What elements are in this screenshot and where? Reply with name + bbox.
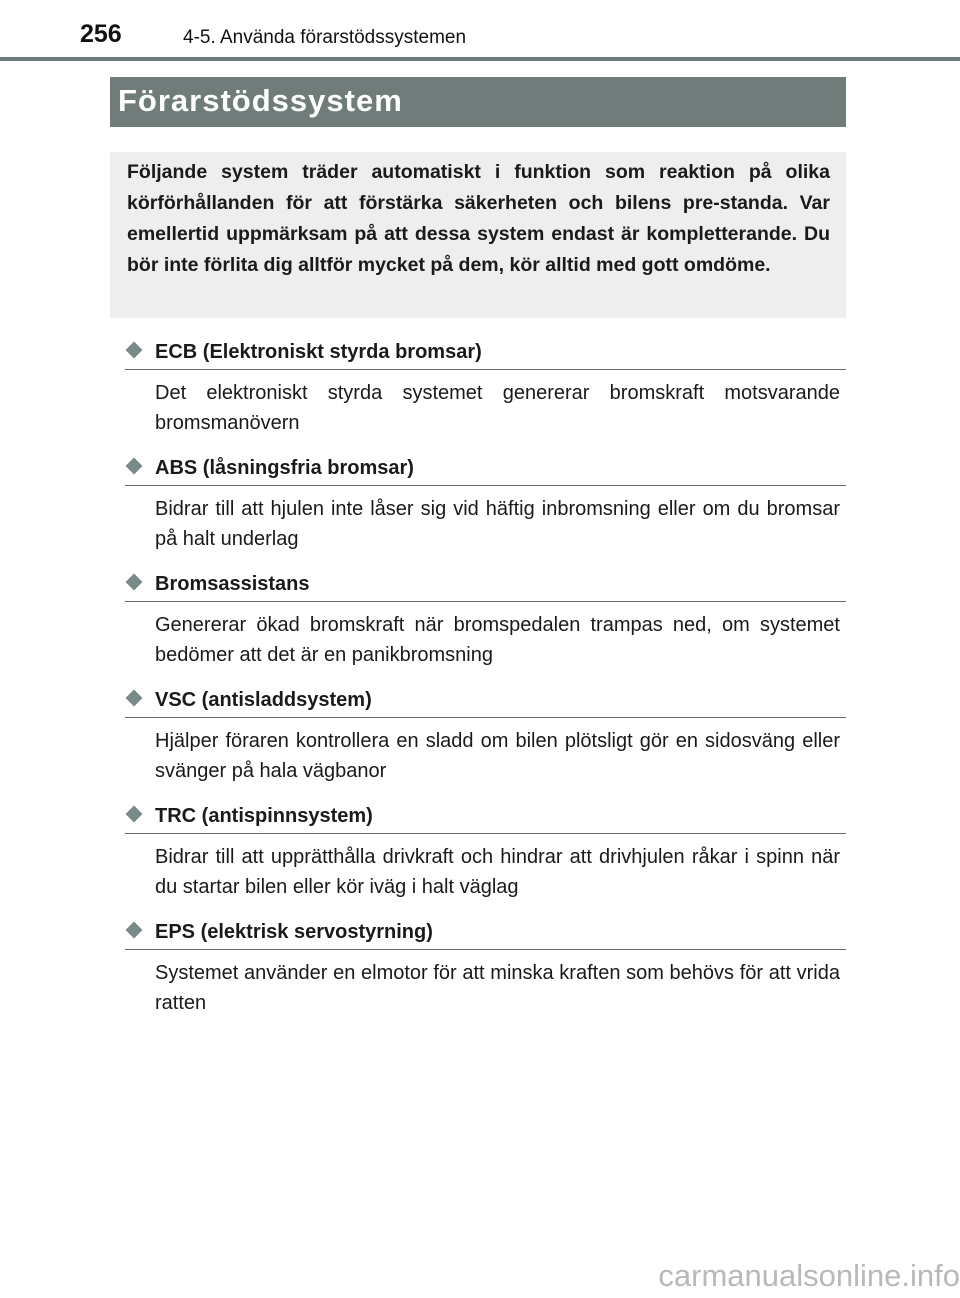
feature-heading-text: ABS (låsningsfria bromsar): [155, 457, 414, 479]
diamond-bullet-icon: [126, 342, 143, 359]
diamond-bullet-icon: [126, 458, 143, 475]
feature-vsc: [125, 686, 846, 786]
feature-eps: [125, 918, 846, 1018]
feature-heading-text: VSC (antisladdsystem): [155, 689, 372, 711]
feature-heading: [125, 338, 846, 370]
feature-heading-text: ECB (Elektroniskt styrda bromsar): [155, 341, 482, 363]
feature-heading: [125, 686, 846, 718]
diamond-bullet-icon: [126, 806, 143, 823]
feature-brake-assist: [125, 570, 846, 670]
feature-abs: [125, 454, 846, 554]
feature-heading-text: TRC (antispinnsystem): [155, 805, 373, 827]
watermark: carmanualsonline.info: [658, 1258, 960, 1293]
page-header: [0, 0, 960, 62]
feature-heading-text: Bromsassistans: [155, 573, 310, 595]
diamond-bullet-icon: [126, 922, 143, 939]
feature-description: Systemet använder en elmotor för att minska kraften som behövs för att vrida ratten: [155, 962, 840, 1014]
section-path: 4-5. Använda förarstödssystemen: [183, 27, 467, 48]
feature-description: Genererar ökad bromskraft när bromspedalen trampas ned, om systemet bedömer att det är en panikbromsning: [155, 614, 840, 666]
intro-box: [110, 152, 846, 318]
feature-heading: [125, 802, 846, 834]
feature-heading-text: EPS (elektrisk servostyrning): [155, 921, 433, 943]
diamond-bullet-icon: [126, 690, 143, 707]
header-rule: [0, 57, 960, 61]
feature-description: Bidrar till att hjulen inte låser sig vid häftig inbromsning eller om du bromsar på halt underlag: [155, 498, 840, 550]
feature-heading: [125, 918, 846, 950]
page-number: 256: [80, 20, 122, 48]
feature-heading: [125, 570, 846, 602]
page-title: Förarstödssystem: [110, 77, 846, 127]
feature-ecb: [125, 338, 846, 438]
feature-description: Hjälper föraren kontrollera en sladd om bilen plötsligt gör en sidosväng eller svänger på hala vägbanor: [155, 730, 840, 782]
intro-text: Följande system träder automatiskt i funktion som reaktion på olika körförhållanden för att förstärka säkerheten och bilens pre-standa. Var emellertid uppmärksam på att dessa system endast är kompletterande. Du bör inte förlita dig alltför mycket på dem, kör alltid med gott omdöme.: [127, 161, 830, 276]
feature-description: Bidrar till att upprätthålla drivkraft och hindrar att drivhjulen råkar i spinn när du startar bilen eller kör iväg i halt väglag: [155, 846, 840, 898]
feature-heading: [125, 454, 846, 486]
feature-description: Det elektroniskt styrda systemet genererar bromskraft motsvarande bromsmanövern: [155, 382, 840, 434]
diamond-bullet-icon: [126, 574, 143, 591]
feature-trc: [125, 802, 846, 902]
